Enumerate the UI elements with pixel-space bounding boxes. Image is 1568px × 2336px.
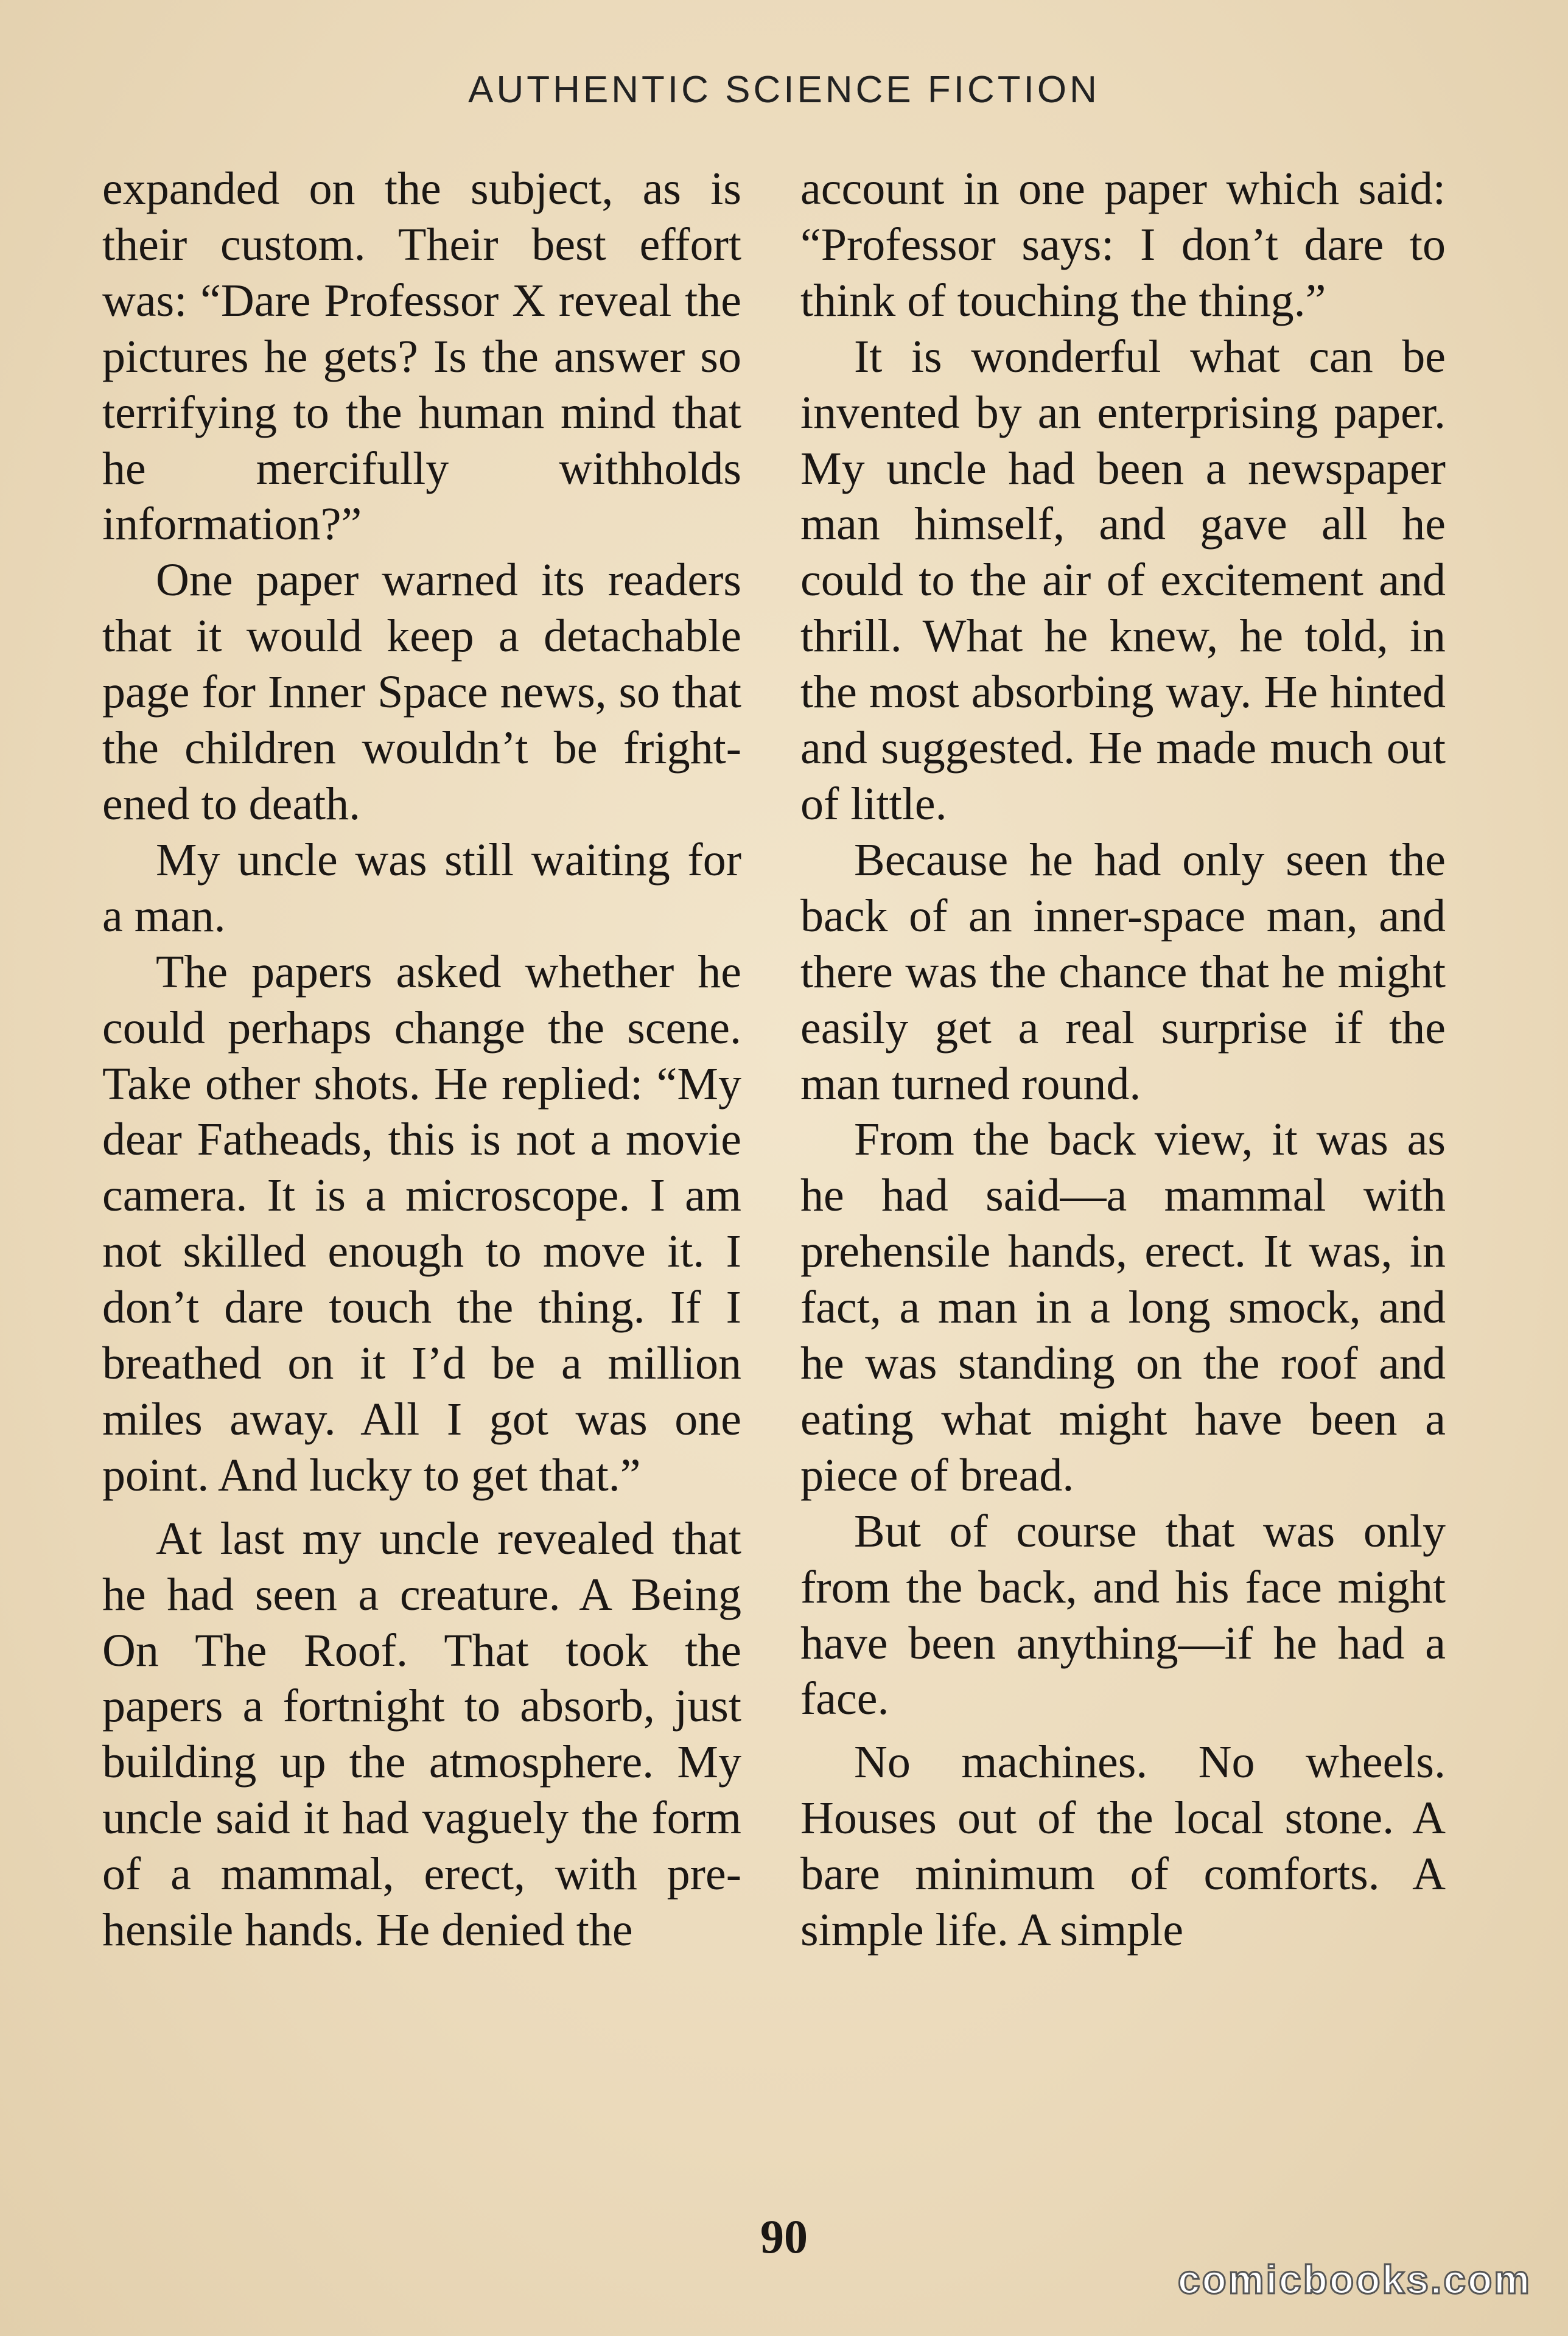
paragraph: From the back view, it was as he had said—a mammal with prehensile hands, erect. It was, in fact, a man in a long smock, and he was standing on the roof and eating what might have been a piece of bread. [800,1114,1446,1501]
paragraph: It is wonderful what can be invented by an enterprising paper. My uncle had been a newspaper man himself, and gave all he could to the air of excitement and thrill. What he knew, he told, in the most absorbing way. He hinted and suggested. He made much out of little. [800,330,1446,830]
paragraph: One paper warned its readers that it would keep a detachable page for Inner Space news, so that the children wouldn’t be frightened to death. [102,554,741,830]
paragraph: My uncle was still waiting for a man. [102,834,741,942]
paragraph: No machines. No wheels. Houses out of the local stone. A bare minimum of comforts. A simple life. A simple [800,1736,1446,1956]
paragraph: The papers asked whether he could perhaps change the scene. Take other shots. He replied: “My dear Fatheads, this is not a movie camera. It is a microscope. I am not skilled enough to move it. I don’t dare touch the thing. If I breathed on it I’d be a million miles away. All I got was one point. And lucky to get that.” [102,946,741,1501]
paragraph: Because he had only seen the back of an inner-space man, and there was the chance that he might easily get a real surprise if the man turned round. [800,834,1446,1110]
page-number: 90 [760,2210,808,2263]
paragraph: expanded on the subject, as is their custom. Their best effort was: “Dare Professor X reveal the pictures he gets? Is the answer so terrifying to the human mind that he mercifully withholds information?” [102,163,741,550]
watermark: comicbooks.com [1177,2257,1531,2302]
paragraph: But of course that was only from the back, and his face might have been anything—if he had a face. [800,1505,1446,1725]
paragraph: account in one paper which said: “Professor says: I don’t dare to think of touching the thing.” [800,163,1446,326]
running-title: AUTHENTIC SCIENCE FICTION [468,69,1100,111]
right-column [800,161,1446,1959]
paragraph: At last my uncle revealed that he had seen a creature. A Being On The Roof. That took the papers a fortnight to absorb, just building up the atmosphere. My uncle said it had vaguely the form of a mammal, erect, with prehensile hands. He denied the [102,1512,741,1956]
left-column [102,161,741,1959]
